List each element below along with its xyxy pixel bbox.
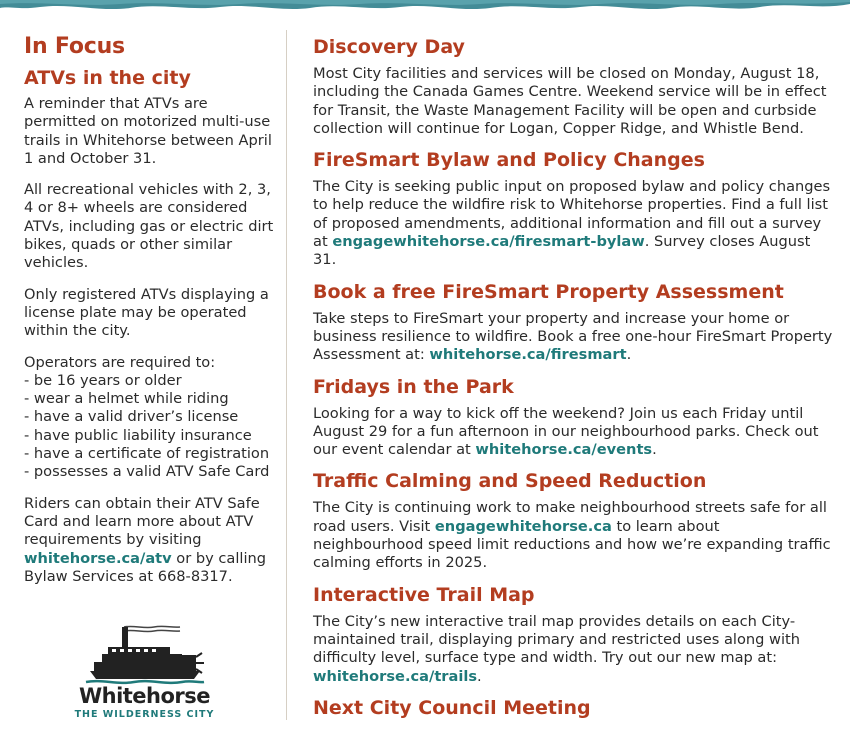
atv-paragraph-2: All recreational vehicles with 2, 3, 4 or 8+ wheels are considered ATVs, including gas or electric dirt bikes, quads or other similar vehicles. <box>24 181 274 272</box>
article-body <box>313 178 833 269</box>
whitehorse-logo <box>72 625 217 720</box>
logo-wordmark: Whitehorse <box>78 684 211 708</box>
article-body <box>313 405 833 460</box>
news-column <box>313 35 833 730</box>
sternwheeler-icon <box>72 625 217 687</box>
article-body <box>313 310 833 365</box>
article-fridays-in-the-park <box>313 375 833 460</box>
article-council-meeting <box>313 696 833 720</box>
article-trail-map <box>313 583 833 686</box>
engage-link[interactable]: engagewhitehorse.ca <box>434 517 612 535</box>
firesmart-bylaw-link[interactable]: engagewhitehorse.ca/firesmart-bylaw <box>332 233 645 251</box>
trails-link[interactable]: whitehorse.ca/trails <box>313 667 478 685</box>
article-text: The City’s new interactive trail map provides details on each City-maintained trail, displaying primary and restricted uses along with difficulty level, surface type and width. Try out our new map at: <box>313 612 801 667</box>
requirement-item: - have public liability insurance <box>24 426 252 444</box>
riders-text: Riders can obtain their ATV Safe Card and learn more about ATV requirements by visiting <box>24 494 260 549</box>
article-title: Interactive Trail Map <box>313 583 535 606</box>
article-body <box>313 499 833 572</box>
in-focus-column <box>24 34 274 599</box>
requirement-item: - wear a helmet while riding <box>24 390 229 408</box>
events-link[interactable]: whitehorse.ca/events <box>475 441 653 459</box>
article-title: Next City Council Meeting <box>313 696 591 719</box>
article-title: Fridays in the Park <box>313 375 514 398</box>
operators-lead: Operators are required to: <box>24 353 216 371</box>
article-tail: . <box>477 667 482 685</box>
article-text: Looking for a way to kick off the weekend? Join us each Friday until August 29 for a fun afternoon in our neighbourhood parks. Check out our event calendar at <box>313 404 819 459</box>
article-title: Book a free FireSmart Property Assessment <box>313 280 784 303</box>
requirement-item: - have a certificate of registration <box>24 445 270 463</box>
top-wave-decoration <box>0 0 850 12</box>
article-body <box>313 613 833 686</box>
atvs-heading: ATVs in the city <box>24 67 191 89</box>
operator-requirements-list <box>24 372 274 482</box>
article-text: Most City facilities and services will be closed on Monday, August 18, including the Canada Games Centre. Weekend service will be in effect for Transit, the Waste Management Facility will be open and curbside collection will continue for Logan, Copper Ridge, and Whistle Bend. <box>313 65 827 137</box>
article-firesmart-assessment <box>313 280 833 365</box>
article-tail: . <box>652 441 657 459</box>
atv-link[interactable]: whitehorse.ca/atv <box>24 549 172 567</box>
article-tail: to learn about neighbourhood speed limit reductions and how we’re expanding traffic calming efforts in 2025. <box>313 517 831 572</box>
article-title: Traffic Calming and Speed Reduction <box>313 470 707 493</box>
article-tail: . Survey closes August 31. <box>313 233 811 269</box>
article-text: The City is continuing work to make neighbourhood streets safe for all road users. Visit <box>313 499 827 535</box>
article-traffic-calming <box>313 469 833 572</box>
atv-paragraph-3: Only registered ATVs displaying a license plate may be operated within the city. <box>24 285 269 340</box>
article-text: The City is seeking public input on proposed bylaw and policy changes to help reduce the wildfire risk to Whitehorse properties. Find a full list of proposed amendments, additional information and fill out a survey at <box>313 178 831 251</box>
atv-paragraph-1: A reminder that ATVs are permitted on motorized multi-use trails in Whitehorse between April 1 and October 31. <box>24 95 272 167</box>
logo-tagline: THE WILDERNESS CITY <box>74 709 215 720</box>
riders-tail: or by calling Bylaw Services at 668-8317. <box>24 549 267 585</box>
article-discovery-day <box>313 35 833 138</box>
article-title: FireSmart Bylaw and Policy Changes <box>313 149 705 172</box>
article-title: Discovery Day <box>313 36 465 58</box>
requirement-item: - possesses a valid ATV Safe Card <box>24 463 270 481</box>
column-divider <box>286 30 287 720</box>
article-body <box>313 65 833 138</box>
requirement-item: - be 16 years or older <box>24 371 182 389</box>
riders-paragraph <box>24 495 274 586</box>
firesmart-link[interactable]: whitehorse.ca/firesmart <box>429 346 627 364</box>
article-firesmart-bylaw <box>313 148 833 269</box>
requirement-item: - have a valid driver’s license <box>24 408 239 426</box>
article-text: Take steps to FireSmart your property and increase your home or business resilience to wildfire. Book a free one-hour FireSmart Property Assessment at: <box>313 309 833 364</box>
article-tail: . <box>626 346 632 364</box>
in-focus-heading: In Focus <box>24 34 125 59</box>
